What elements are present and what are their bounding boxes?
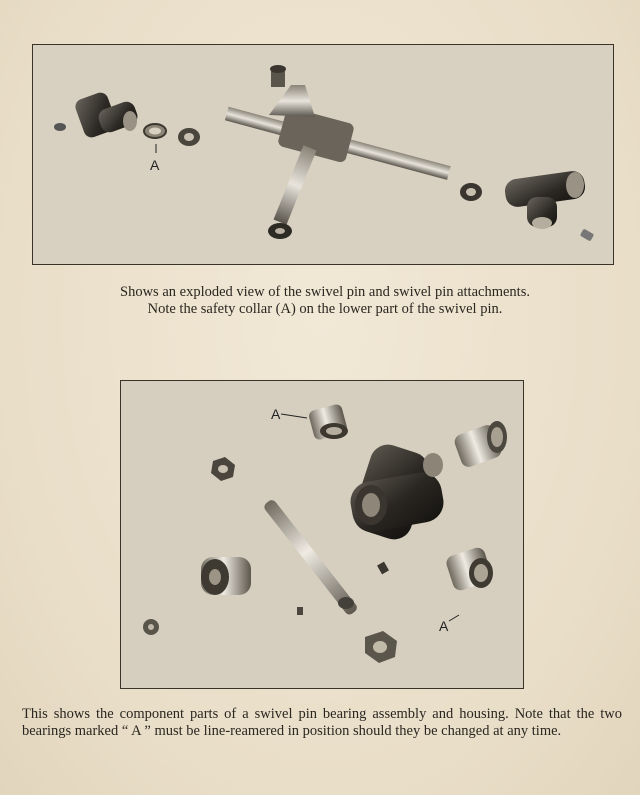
washer-part [178,128,200,146]
small-nut-part [54,123,66,131]
bottom-figure-caption: This shows the component parts of a swivel pin bearing assembly and housing. Note that the two bearings marked “ A ” must be line-reamered in position should they be changed at any time. [22,706,622,739]
top-caption-line-2: Note the safety collar (A) on the lower part of the swivel pin. [147,301,503,317]
top-caption-line-1: Shows an exploded view of the swivel pin and swivel pin attachments. [120,284,530,300]
bearing-assembly-photo [120,380,524,689]
top-figure-caption [40,284,610,318]
bearing-assembly-illustration [121,381,523,688]
small-dowel-part [297,607,303,615]
bearing-marker-label-top: A [271,406,281,422]
safety-collar-part [144,124,166,138]
right-washer-part [460,183,482,201]
swivel-pin-exploded-photo [32,44,614,265]
bearing-marker-label-bottom: A [439,618,449,634]
collar-marker-label: A [150,157,160,173]
grease-nipple-lower-part [143,619,159,635]
swivel-pin-exploded-illustration [33,45,613,264]
large-nut-part [201,557,251,595]
